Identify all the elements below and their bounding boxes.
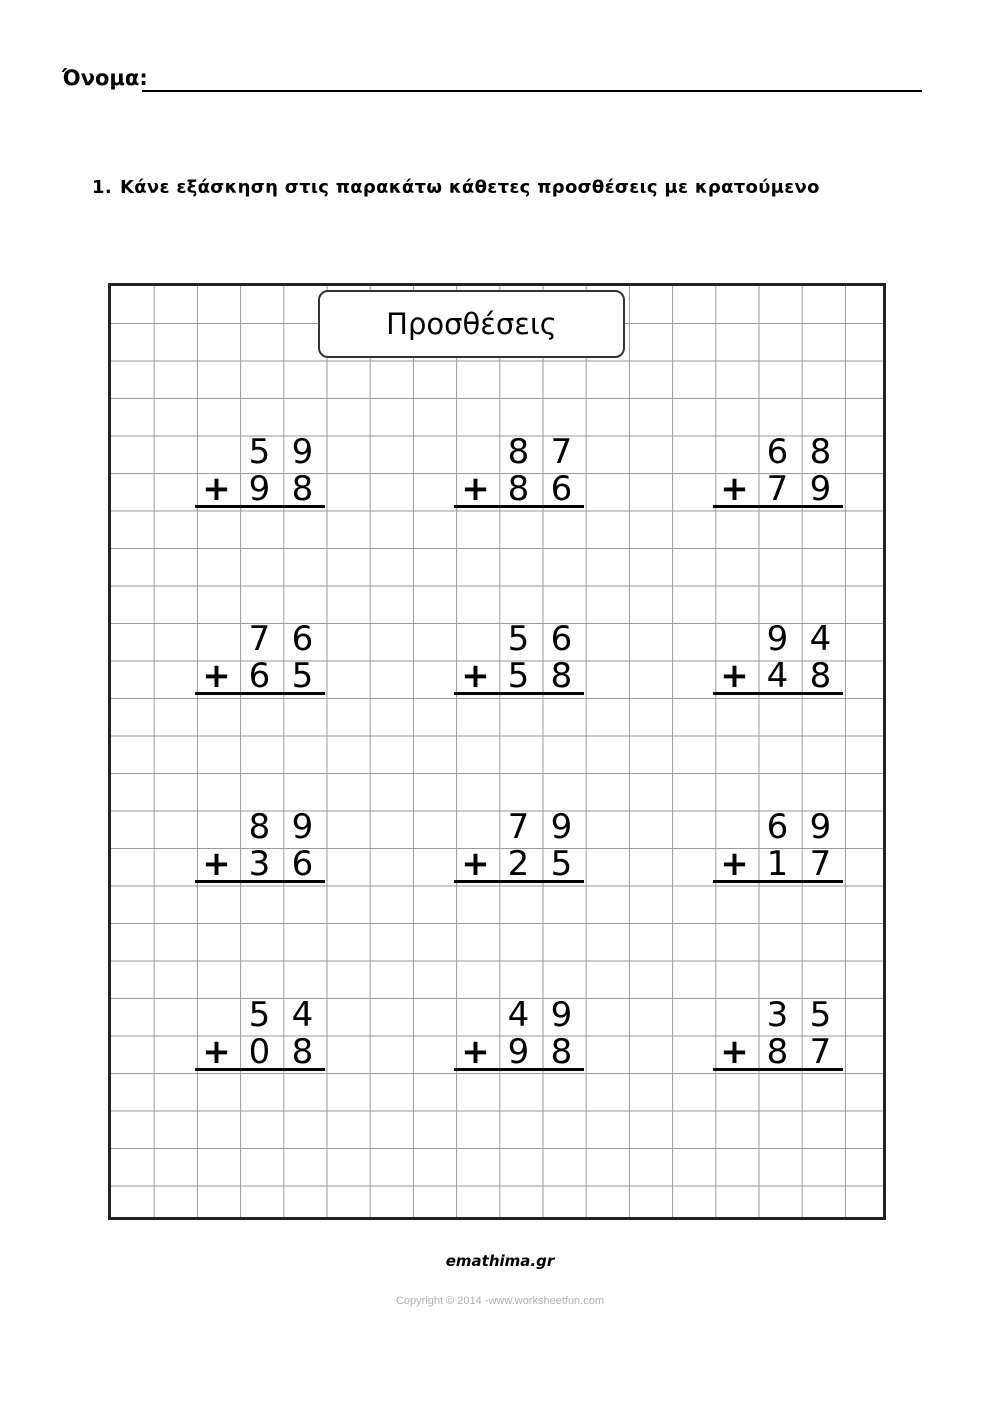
addition-problem [454,433,584,513]
addition-problem [713,996,843,1076]
plus-sign: + [720,1032,749,1072]
bottom-tens-digit: 5 [507,656,530,696]
bottom-ones-digit: 7 [809,1032,832,1072]
bottom-ones-digit: 8 [809,656,832,696]
top-ones-digit: 6 [291,619,314,659]
bottom-tens-digit: 3 [248,844,271,884]
top-ones-digit: 4 [291,995,314,1035]
addition-problem [454,808,584,888]
top-tens-digit: 8 [248,807,271,847]
top-tens-digit: 5 [248,995,271,1035]
bottom-tens-digit: 8 [507,469,530,509]
top-tens-digit: 9 [766,619,789,659]
bottom-tens-digit: 7 [766,469,789,509]
addition-problem [713,808,843,888]
bottom-ones-digit: 6 [291,844,314,884]
bottom-ones-digit: 6 [550,469,573,509]
plus-sign: + [202,469,231,509]
top-tens-digit: 7 [507,807,530,847]
bottom-tens-digit: 9 [248,469,271,509]
addition-problem [195,808,325,888]
plus-sign: + [461,1032,490,1072]
name-input-line[interactable] [142,90,922,92]
name-label: Όνομα: [62,66,148,90]
top-ones-digit: 8 [809,432,832,472]
bottom-ones-digit: 8 [291,1032,314,1072]
top-ones-digit: 9 [291,432,314,472]
sum-line [713,505,843,508]
top-ones-digit: 5 [809,995,832,1035]
top-tens-digit: 7 [248,619,271,659]
bottom-tens-digit: 8 [766,1032,789,1072]
grid-lines [111,286,883,1217]
bottom-ones-digit: 5 [550,844,573,884]
top-ones-digit: 9 [291,807,314,847]
sum-line [454,505,584,508]
instruction [92,177,820,198]
top-ones-digit: 7 [550,432,573,472]
sum-line [713,1068,843,1071]
top-tens-digit: 3 [766,995,789,1035]
bottom-tens-digit: 1 [766,844,789,884]
sum-line [195,880,325,883]
top-ones-digit: 9 [550,807,573,847]
plus-sign: + [461,844,490,884]
sum-line [713,880,843,883]
sum-line [195,505,325,508]
top-ones-digit: 6 [550,619,573,659]
addition-problem [195,996,325,1076]
title-box [318,290,625,358]
bottom-tens-digit: 6 [248,656,271,696]
name-row [62,66,922,96]
top-tens-digit: 5 [248,432,271,472]
addition-problem [713,433,843,513]
addition-problem [195,433,325,513]
plus-sign: + [202,844,231,884]
sum-line [454,880,584,883]
bottom-tens-digit: 9 [507,1032,530,1072]
grid-paper [108,283,886,1220]
top-tens-digit: 4 [507,995,530,1035]
bottom-tens-digit: 4 [766,656,789,696]
plus-sign: + [720,844,749,884]
top-tens-digit: 8 [507,432,530,472]
top-tens-digit: 5 [507,619,530,659]
sum-line [713,692,843,695]
sum-line [195,1068,325,1071]
sum-line [195,692,325,695]
sum-line [454,1068,584,1071]
plus-sign: + [720,656,749,696]
plus-sign: + [720,469,749,509]
plus-sign: + [202,1032,231,1072]
bottom-ones-digit: 7 [809,844,832,884]
plus-sign: + [461,469,490,509]
addition-problem [454,620,584,700]
bottom-tens-digit: 2 [507,844,530,884]
top-tens-digit: 6 [766,432,789,472]
addition-problem [195,620,325,700]
footer-site: emathima.gr [445,1252,555,1270]
worksheet-title: Προσθέσεις [386,307,557,341]
bottom-ones-digit: 8 [550,656,573,696]
plus-sign: + [461,656,490,696]
sum-line [454,692,584,695]
bottom-tens-digit: 0 [248,1032,271,1072]
top-ones-digit: 9 [550,995,573,1035]
bottom-ones-digit: 9 [809,469,832,509]
top-ones-digit: 9 [809,807,832,847]
bottom-ones-digit: 8 [550,1032,573,1072]
instruction-text: Κάνε εξάσκηση στις παρακάτω κάθετες προσθέσεις με κρατούμενο [119,177,820,198]
bottom-ones-digit: 8 [291,469,314,509]
addition-problem [713,620,843,700]
addition-problem [454,996,584,1076]
top-ones-digit: 4 [809,619,832,659]
instruction-number: 1. [92,177,112,198]
bottom-ones-digit: 5 [291,656,314,696]
top-tens-digit: 6 [766,807,789,847]
footer-copyright: Copyright © 2014 -www.worksheetfun.com [395,1295,605,1307]
plus-sign: + [202,656,231,696]
